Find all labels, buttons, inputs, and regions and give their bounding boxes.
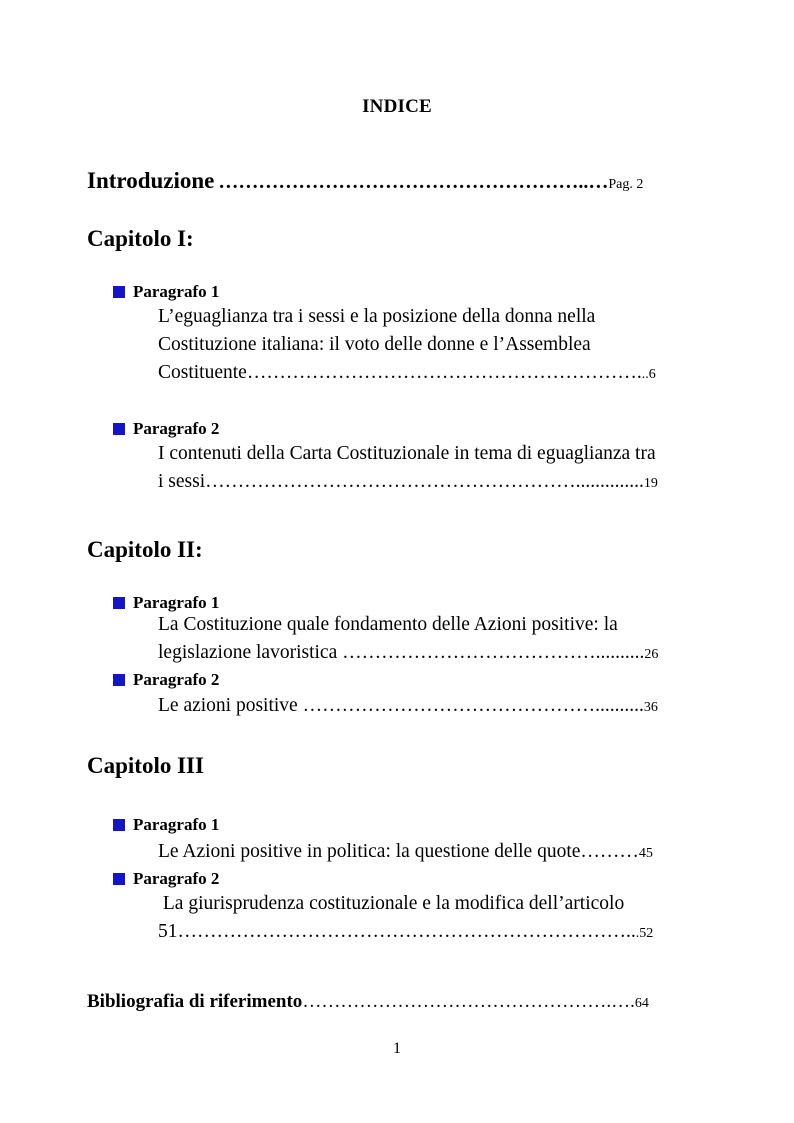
introduzione-label: Introduzione <box>87 168 215 193</box>
bullet-square-icon <box>113 423 125 435</box>
toc-entry-bibliografia <box>87 991 649 1013</box>
text-line: Le Azioni positive in politica: la questione delle quote……… <box>158 841 639 862</box>
introduzione-page: Pag. 2 <box>608 177 644 192</box>
paragraph-heading-2-1 <box>113 593 219 613</box>
page-reference: 26 <box>644 647 659 662</box>
text-line: 51…………………………………………………………….. <box>158 921 636 942</box>
paragraph-label: Paragrafo 2 <box>133 869 220 888</box>
page-reference: 45 <box>638 846 653 861</box>
text-line: Costituente……………………………………………………. <box>158 362 642 383</box>
paragraph-text-2-1 <box>158 611 711 669</box>
paragraph-text-3-1 <box>158 838 711 868</box>
text-line: Le azioni positive ……………………………………….......... <box>158 695 644 716</box>
text-line-with-page <box>158 468 711 498</box>
text-line: Costituzione italiana: il voto delle donne e l’Assemblea <box>158 334 591 355</box>
paragraph-label: Paragrafo 1 <box>133 593 220 612</box>
text-line-with-page <box>158 918 711 948</box>
introduzione-leader: ………………………………………………..… <box>218 171 609 193</box>
paragraph-heading-1-1 <box>113 282 219 302</box>
bullet-square-icon <box>113 597 125 609</box>
page-number: 1 <box>393 1040 401 1057</box>
page-title: INDICE <box>362 96 432 117</box>
text-line: i sessi………………………………………………….............. <box>158 471 644 492</box>
bullet-square-icon <box>113 873 125 885</box>
paragraph-heading-3-2 <box>113 869 219 889</box>
page-reference: 36 <box>643 700 658 715</box>
text-line: La Costituzione quale fondamento delle Azioni positive: la <box>158 614 618 635</box>
paragraph-label: Paragrafo 2 <box>133 670 220 689</box>
bibliografia-page: 64 <box>634 996 649 1011</box>
paragraph-label: Paragrafo 1 <box>133 815 220 834</box>
text-line: La giurisprudenza costituzionale e la modifica dell’articolo <box>158 893 625 914</box>
bullet-square-icon <box>113 674 125 686</box>
text-line: I contenuti della Carta Costituzionale in tema di eguaglianza tra <box>158 443 656 464</box>
paragraph-text-2-2 <box>158 692 711 722</box>
page-reference: 19 <box>643 476 658 491</box>
paragraph-heading-3-1 <box>113 815 219 835</box>
bullet-square-icon <box>113 286 125 298</box>
bibliografia-leader: ………………………………………….…. <box>302 991 635 1012</box>
paragraph-heading-1-2 <box>113 419 219 439</box>
paragraph-text-3-2 <box>158 890 711 948</box>
paragraph-heading-2-2 <box>113 670 219 690</box>
page-reference: ..6 <box>641 367 656 382</box>
chapter-heading-2: Capitolo II: <box>87 537 203 562</box>
paragraph-text-1-1 <box>158 303 711 389</box>
bullet-square-icon <box>113 819 125 831</box>
chapter-heading-1: Capitolo I: <box>87 226 194 251</box>
bibliografia-label: Bibliografia di riferimento <box>87 991 303 1012</box>
paragraph-label: Paragrafo 1 <box>133 282 220 301</box>
chapter-heading-3: Capitolo III <box>87 753 204 778</box>
text-line-with-page <box>158 639 711 669</box>
text-line: legislazione lavoristica ………………………………….......... <box>158 642 645 663</box>
text-line: L’eguaglianza tra i sessi e la posizione della donna nella <box>158 306 596 327</box>
toc-entry-introduzione <box>87 168 713 194</box>
paragraph-text-1-2 <box>158 440 711 498</box>
page-reference: .52 <box>635 926 654 941</box>
paragraph-label: Paragrafo 2 <box>133 419 220 438</box>
text-line-with-page <box>158 359 711 389</box>
